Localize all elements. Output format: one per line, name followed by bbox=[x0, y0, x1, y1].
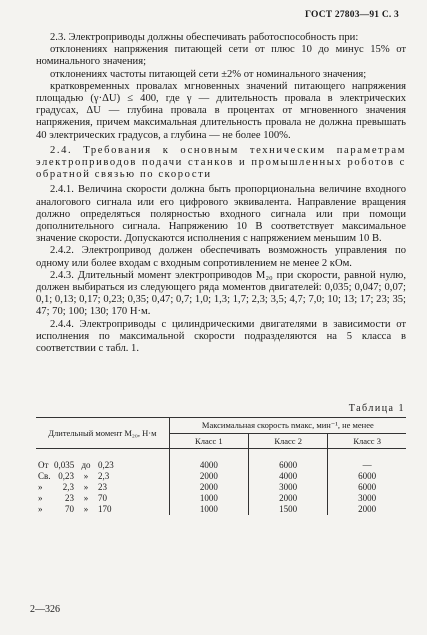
table-cell: — bbox=[362, 460, 372, 470]
paragraph-2-4-4: 2.4.4. Электроприводы с цилиндрическими двигателями в зависимости от исполнения по максимальной скорости подразделяются на 5 класса в соответствии с табл. 1. bbox=[36, 318, 406, 355]
table-cell: 3000 bbox=[249, 482, 328, 493]
column-header-class-3: Класс 3 bbox=[328, 434, 406, 449]
table-cell: 6000 bbox=[358, 471, 377, 481]
paragraph-2-4-1: 2.4.1. Величина скорости должна быть пропорциональна величине входного аналогового сигнала или его цифрового эквивалента. Направление вращения должно определяться полярностью входного сигнала или при помощи дополнительного сигнала. Напряжению 10 В соответствует максимальное значение скорости. Допускаются исполнения с напряжением меньшим 10 В. bbox=[36, 184, 406, 245]
table-caption: Таблица 1 bbox=[348, 403, 405, 414]
table-row: » 70 » 170 1000 1500 2000 bbox=[36, 504, 406, 515]
column-header-class-2: Класс 2 bbox=[249, 434, 328, 449]
table-cell: 2000 bbox=[169, 482, 248, 493]
page-footer-label: 2—326 bbox=[30, 604, 60, 615]
column-header-class-1: Класс 1 bbox=[169, 434, 248, 449]
table-row: » 23 » 70 1000 2000 3000 bbox=[36, 493, 406, 504]
paragraph-2-3: 2.3. Электроприводы должны обеспечивать работоспособность при: bbox=[50, 32, 359, 43]
table-cell: 6000 bbox=[249, 460, 328, 471]
document-body bbox=[36, 32, 406, 355]
table-row: От 0,035 до 0,23 4000 6000 — bbox=[36, 460, 406, 471]
table-1 bbox=[36, 417, 406, 515]
table-cell: 1000 bbox=[169, 493, 248, 504]
paragraph-voltage-dips: кратковременных провалах мгновенных значений питающего напряжения площадью (γ·ΔU) ≤ 400, где γ — длительность провала в электрических градусах, ΔU — глубина провала в процентах от мгновенного значения напряжения, причем максимальная длительность провала не должна превышать 40 электрических градусов, а глубина — не более 100%. bbox=[36, 80, 406, 141]
table-cell: 2000 bbox=[358, 504, 377, 514]
table-cell: 2000 bbox=[249, 493, 328, 504]
paragraph-2-4-3: 2.4.3. Длительный момент электроприводов M₂₀ при скорости, равной нулю, должен выбираться из следующего ряда моментов двигателей: 0,035; 0,047; 0,07; 0,1; 0,13; 0,17; 0,23; 0,35; 0,47; 0,7; 1,0; 1,3; 1,7; 2,3; 3,5; 4,7; 7,0; 10; 13; 17; 23; 35; 47; 70; 100; 130; 170 Н·м. bbox=[36, 269, 406, 318]
section-heading-2-4: 2.4. Требования к основным техническим параметрам электроприводов подачи станков и промышленных роботов с обратной связью по скорости bbox=[36, 144, 406, 181]
table-cell: 1000 bbox=[169, 504, 248, 515]
table-cell: 2000 bbox=[169, 471, 248, 482]
column-group-header-speed: Максимальная скорость nмакс, мин⁻¹, не менее bbox=[169, 418, 406, 434]
table-cell: 6000 bbox=[358, 482, 377, 492]
table-cell: 4000 bbox=[249, 471, 328, 482]
paragraph-frequency-deviation: отклонениях частоты питающей сети ±2% от номинального значения; bbox=[50, 68, 367, 80]
table-row: Св. 0,23 » 2,3 2000 4000 6000 bbox=[36, 471, 406, 482]
paragraph-voltage-deviation: отклонениях напряжения питающей сети от плюс 10 до минус 15% от номинального значения; bbox=[36, 44, 406, 68]
page-header: ГОСТ 27803—91 С. 3 bbox=[305, 10, 399, 20]
table-row: » 2,3 » 23 2000 3000 6000 bbox=[36, 482, 406, 493]
paragraph-2-4-2: 2.4.2. Электропривод должен обеспечивать возможность управления по одному или более входам с входным сопротивлением не менее 2 кОм. bbox=[36, 245, 406, 269]
table-cell: 1500 bbox=[249, 504, 328, 515]
table-cell: 4000 bbox=[169, 460, 248, 471]
table-cell: 3000 bbox=[358, 493, 377, 503]
column-header-moment: Длительный момент M₂₀, Н·м bbox=[36, 418, 169, 449]
